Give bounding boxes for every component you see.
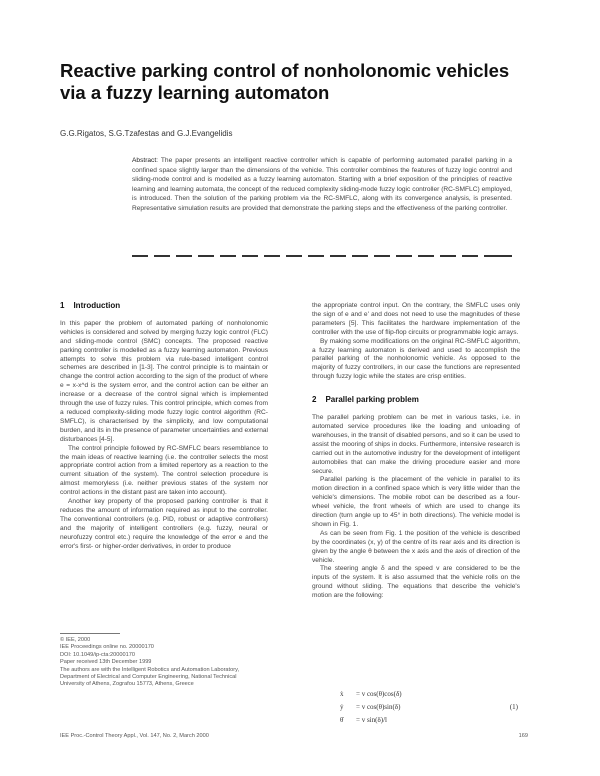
footnotes — [60, 637, 268, 689]
equation-lhs: θ̇ — [340, 716, 344, 724]
equation-rhs: = v cos(θ)cos(δ) — [356, 690, 402, 698]
section-heading-parallel-parking — [312, 396, 520, 405]
section-number: 1 — [60, 301, 65, 310]
paragraph: Parallel parking is the placement of the vehicle in parallel to its motion direction in a confined space which is very little wider than the vehicle's dimensions. The mobile robot can be described as a four-wheel vehicle, the front wheels of which are used to change its direction (turn angle up to 45° in both directions). The vehicle model is shown in Fig. 1. — [312, 476, 520, 528]
paragraph: The parallel parking problem can be met in various tasks, i.e. in automated service procedures like the loading and unloading of warehouses, in the transit of disabled persons, and so it can be used to assist the mooring of ships in docks. Furthermore, intensive research is carried out in the automotive industry for the development of intelligent automobiles that can make the driving procedure easier and more secure. — [312, 414, 520, 475]
paragraph: the appropriate control input. On the contrary, the SMFLC uses only the sign of e and e' and does not need to use the magnitudes of these parameters [5]. This facilitates the hardware implementation of the controller with the use of flip-flop circuits or programmable logic arrays. — [312, 302, 520, 336]
abstract-label: Abstract: — [132, 157, 159, 164]
equation-lhs: ẋ — [340, 690, 344, 698]
footnote-rule — [60, 633, 120, 634]
equation-rhs: = v cos(θ)sin(δ) — [356, 703, 401, 711]
paragraph: The steering angle δ and the speed v are considered to be the inputs of the system. It is also assumed that the vehicle rolls on the ground without sliding. The equations that describe the vehicle's motion are the following: — [312, 565, 520, 600]
section-heading-introduction — [60, 302, 268, 311]
journal-citation: IEE Proc.-Control Theory Appl., Vol. 147, No. 2, March 2000 — [60, 733, 209, 739]
right-column — [312, 302, 520, 601]
abstract-text: The paper presents an intelligent reactive controller which is capable of performing automated parallel parking in a confined space slightly larger than the dimensions of the vehicle. This controller combines the features of fuzzy logic control and sliding-mode control and is modelled as a fuzzy learning automaton. Starting with a brief exposition of the principles of reactive learning and learning automata, the concept of the reduced complexity sliding-mode fuzzy logic controller (RC-SMFLC) employed, is introduced. Then the solution of the parking problem via the RC-SMFLC, along with its convergence analysis, is presented. Representative simulation results are provided that demonstrate the parking steps and the effectiveness of the parking controller. — [132, 157, 512, 212]
paragraph: As can be seen from Fig. 1 the position of the vehicle is described by the coordinates (x, y) of the centre of its rear axis and its direction is given by the angle θ between the x axis and the axis of direction of the vehicle. — [312, 529, 520, 564]
equation-lhs: ẏ — [340, 703, 344, 711]
paragraph: Another key property of the proposed parking controller is that it reduces the amount of information required as input to the controller. The conventional controllers (e.g. PID, robust or adaptive controllers) and the majority of intelligent controllers (e.g. fuzzy, neural or neurofuzzy control etc.) require the knowledge of the error e and the error's first- or higher-order derivatives, in order to produce — [60, 498, 268, 550]
paper-title: Reactive parking control of nonholonomic vehicles via a fuzzy learning automaton — [60, 60, 510, 103]
footnote-line: University of Athens, Zografou 15773, Athens, Greece — [60, 681, 194, 688]
paragraph: The control principle followed by RC-SMFLC bears resemblance to the main ideas of reactive learning (i.e. the controller selects the most appropriate control action from a limited repertory as a reaction to the current situation of the system). The control selection procedure is almost memoryless (i.e. neither previous states of the system nor control actions in the distant past are taken into account). — [60, 444, 268, 497]
page-footer — [60, 733, 528, 739]
equation-number: (1) — [509, 703, 518, 711]
footnote-line: © IEE, 2000 — [60, 637, 91, 643]
authors: G.G.Rigatos, S.G.Tzafestas and G.J.Evangelidis — [60, 129, 233, 138]
footnote-line: IEE Proceedings online no. 20000170 — [60, 644, 154, 651]
section-title: Parallel parking problem — [325, 395, 419, 405]
footnote-line: Paper received 13th December 1999 — [60, 659, 152, 666]
abstract — [132, 156, 512, 214]
equation-rhs: = v sin(δ)/l — [356, 716, 387, 724]
left-column — [60, 302, 268, 551]
footnote-line: The authors are with the Intelligent Robotics and Automation Laboratory, Department of Electrical and Computer Engineering, National Technical — [60, 666, 240, 681]
footnote-line: DOI: 10.1049/ip-cta:20000170 — [60, 651, 135, 658]
paragraph: By making some modifications on the original RC-SMFLC algorithm, a fuzzy learning automaton is derived and used to accomplish the parallel parking of the nonholonomic vehicle. As opposed to the majority of fuzzy controllers, in our case the functions are represented through fuzzy logic while the states are crisp entities. — [312, 337, 520, 381]
section-divider — [132, 255, 512, 259]
paragraph: In this paper the problem of automated parking of nonholonomic vehicles is considered and solved by merging fuzzy logic control (FLC) and sliding-mode control (SMC) concepts. The proposed reactive parking controller is modelled as a fuzzy learning automaton. Previous attempts to solve this problem via rule-based intelligent control schemes are described in [1-3]. The control principle is to maintain or change the control action according to the sign of the product of where e = x-x^d is the system error, and the control action can be either an increase or a decrease of the control signal which is implemented through the use of fuzzy rules. This control principle, which comes from a reduced complexity-sliding mode fuzzy logic control algorithm (RC-SMFLC), is characterised by the simplicity, and low computational burden, and its in the presence of parameter uncertainties and external disturbances [4-5]. — [60, 319, 268, 443]
page-number: 169 — [518, 733, 528, 739]
section-number: 2 — [312, 395, 317, 405]
section-title: Introduction — [73, 301, 121, 310]
